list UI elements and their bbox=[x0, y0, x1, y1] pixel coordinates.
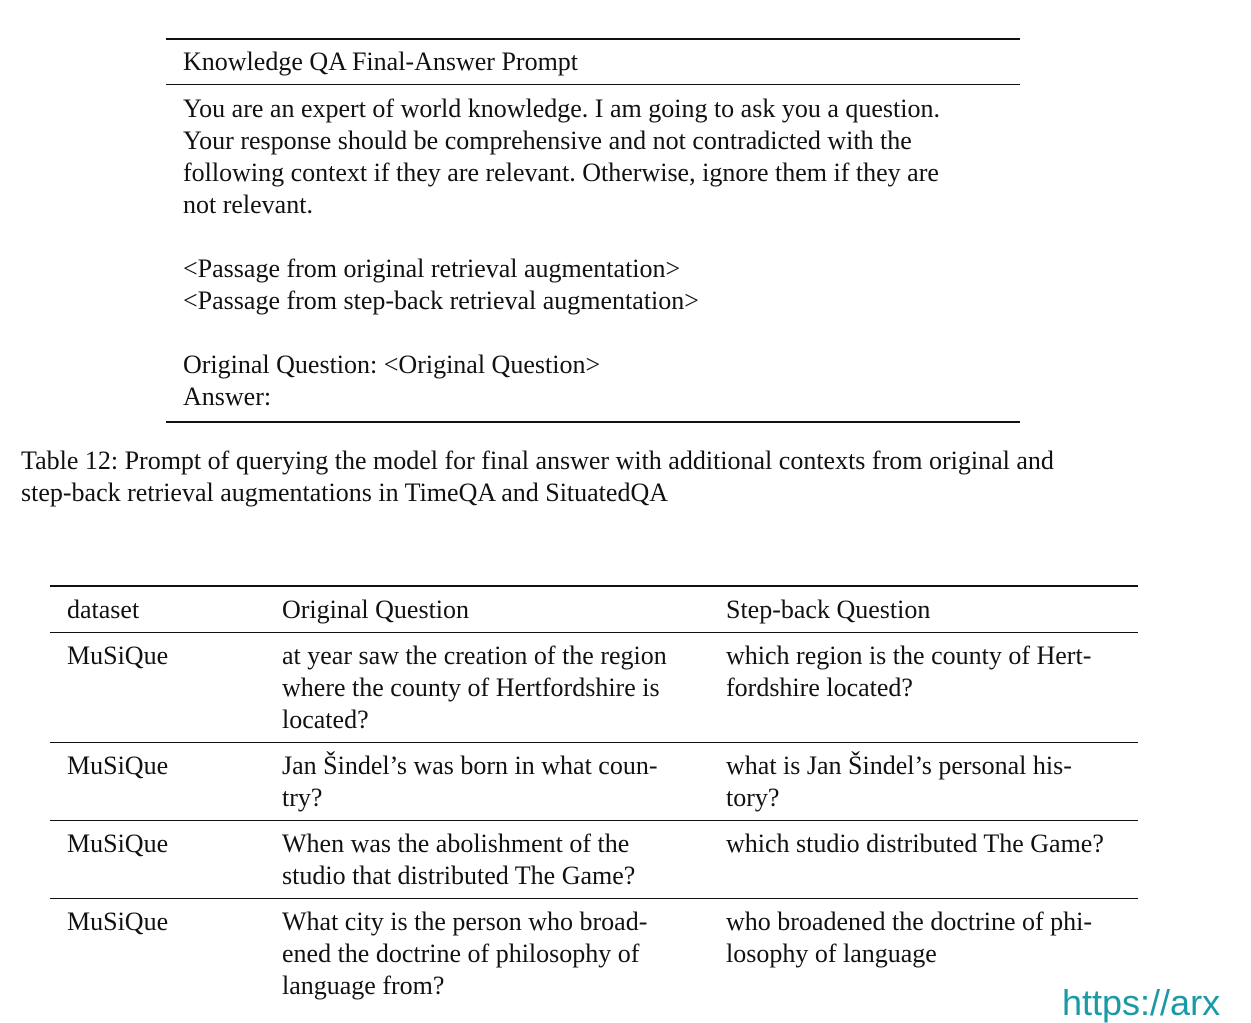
cell-line: which studio distributed The Game? bbox=[726, 829, 1104, 858]
cell-line: what is Jan Šindel’s personal his- bbox=[726, 751, 1072, 780]
cell-original-question bbox=[282, 743, 726, 821]
prompt-passages bbox=[183, 253, 1020, 317]
header-dataset: dataset bbox=[67, 595, 140, 624]
cell-line: try? bbox=[282, 783, 323, 812]
table-row bbox=[50, 743, 1138, 821]
cell-stepback-question bbox=[726, 821, 1138, 899]
header-original-question: Original Question bbox=[282, 595, 470, 624]
cell-line: at year saw the creation of the region bbox=[282, 641, 667, 670]
prompt-passage-line: <Passage from original retrieval augmentation> bbox=[183, 254, 681, 283]
prompt-answer-line: Answer: bbox=[183, 382, 272, 411]
cell-line: When was the abolishment of the bbox=[282, 829, 630, 858]
cell-original-question bbox=[282, 821, 726, 899]
header-stepback-question: Step-back Question bbox=[726, 595, 931, 624]
cell-line: losophy of language bbox=[726, 939, 937, 968]
caption-line: step-back retrieval augmentations in TimeQA and SituatedQA bbox=[21, 478, 668, 507]
table-row bbox=[50, 821, 1138, 899]
cell-line: Jan Šindel’s was born in what coun- bbox=[282, 751, 658, 780]
cell-dataset: MuSiQue bbox=[67, 829, 169, 858]
table-caption bbox=[21, 445, 1201, 509]
cell-line: studio that distributed The Game? bbox=[282, 861, 636, 890]
cell-original-question bbox=[282, 633, 726, 743]
cell-dataset: MuSiQue bbox=[67, 641, 169, 670]
cell-stepback-question bbox=[726, 743, 1138, 821]
prompt-question-block bbox=[183, 349, 1020, 413]
cell-line: who broadened the doctrine of phi- bbox=[726, 907, 1093, 936]
cell-dataset: MuSiQue bbox=[67, 751, 169, 780]
prompt-passage-line: <Passage from step-back retrieval augmentation> bbox=[183, 286, 699, 315]
prompt-question-line: Original Question: <Original Question> bbox=[183, 350, 601, 379]
cell-line: What city is the person who broad- bbox=[282, 907, 648, 936]
cell-line: ened the doctrine of philosophy of bbox=[282, 939, 640, 968]
caption-line: Table 12: Prompt of querying the model for final answer with additional contexts from original and bbox=[21, 446, 1054, 475]
cell-dataset: MuSiQue bbox=[67, 907, 169, 936]
table-row bbox=[50, 899, 1138, 1009]
footer-link[interactable]: https://arx bbox=[1062, 982, 1221, 1023]
prompt-box bbox=[166, 38, 1020, 423]
cell-line: located? bbox=[282, 705, 369, 734]
cell-line: which region is the county of Hert- bbox=[726, 641, 1092, 670]
cell-line: language from? bbox=[282, 971, 445, 1000]
cell-line: tory? bbox=[726, 783, 780, 812]
prompt-title: Knowledge QA Final-Answer Prompt bbox=[166, 40, 1020, 85]
cell-stepback-question bbox=[726, 633, 1138, 743]
examples-table bbox=[50, 585, 1138, 1008]
prompt-intro-line: You are an expert of world knowledge. I am going to ask you a question. bbox=[183, 94, 940, 123]
cell-original-question bbox=[282, 899, 726, 1009]
prompt-intro-line: following context if they are relevant. Otherwise, ignore them if they are bbox=[183, 158, 939, 187]
cell-line: where the county of Hertfordshire is bbox=[282, 673, 660, 702]
table-header-row bbox=[50, 586, 1138, 633]
prompt-intro-line: Your response should be comprehensive and not contradicted with the bbox=[183, 126, 912, 155]
cell-line: fordshire located? bbox=[726, 673, 913, 702]
prompt-intro bbox=[183, 93, 1020, 221]
prompt-body bbox=[166, 85, 1020, 421]
table-row bbox=[50, 633, 1138, 743]
prompt-intro-line: not relevant. bbox=[183, 190, 313, 219]
